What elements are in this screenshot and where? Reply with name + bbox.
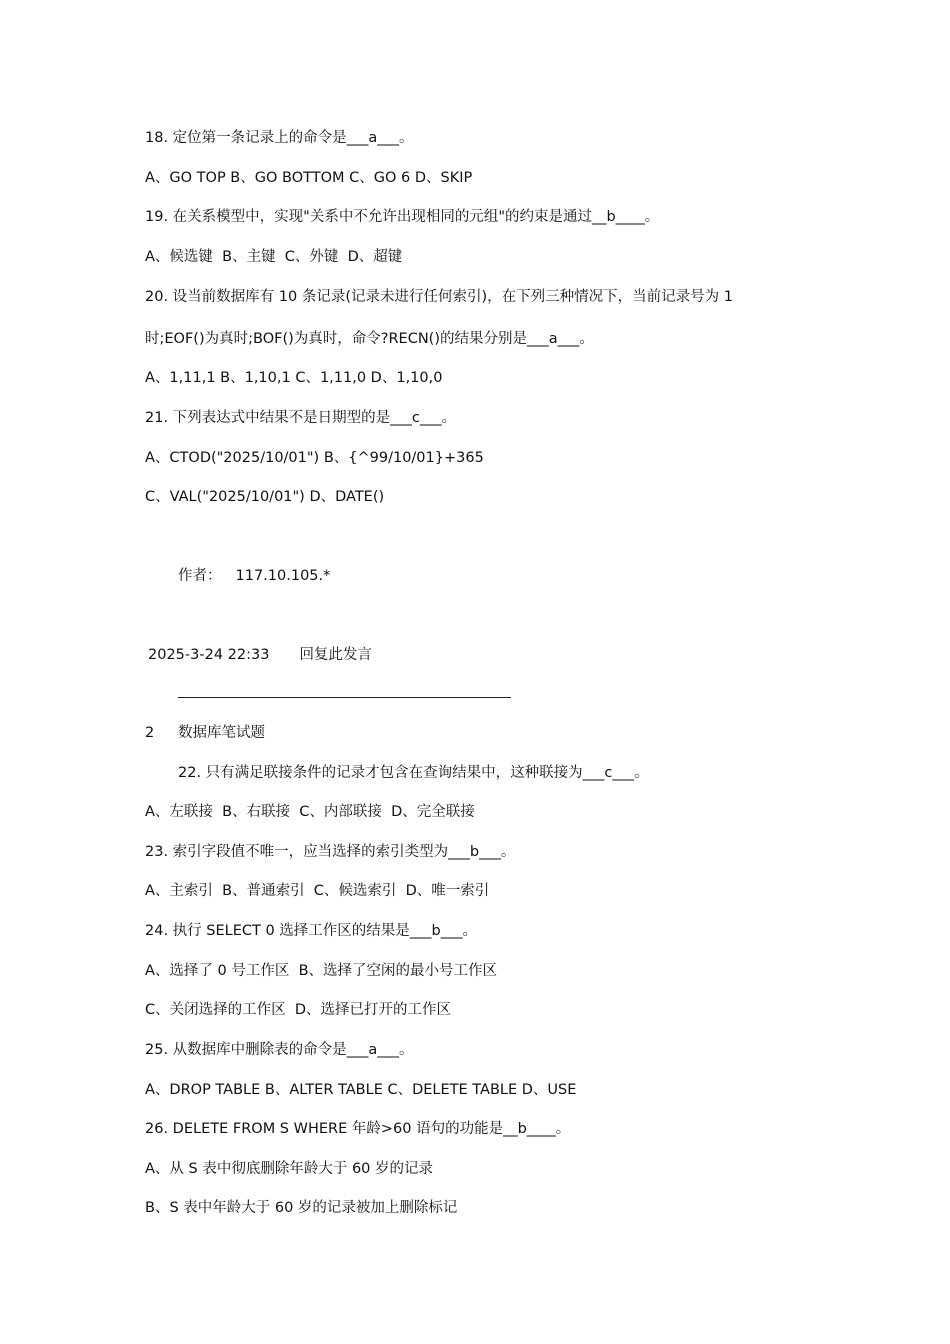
question-25: 25. 从数据库中删除表的命令是___a___。 [145, 1042, 414, 1058]
options-25: A、DROP TABLE B、ALTER TABLE C、DELETE TABLE D、USE [145, 1082, 577, 1098]
floor-number: 2 [145, 725, 155, 741]
options-18: A、GO TOP B、GO BOTTOM C、GO 6 D、SKIP [145, 170, 473, 186]
options-23: A、主索引 B、普通索引 C、候选索引 D、唯一索引 [145, 883, 490, 899]
question-18: 18. 定位第一条记录上的命令是___a___。 [145, 130, 414, 146]
options-24-ab: A、选择了 0 号工作区 B、选择了空闲的最小号工作区 [145, 963, 498, 979]
question-20-line-1: 20. 设当前数据库有 10 条记录(记录未进行任何索引)，在下列三种情况下，当前记录号为 1 [145, 289, 733, 305]
options-19: A、候选键 B、主键 C、外键 D、超键 [145, 249, 403, 265]
question-22: 22. 只有满足联接条件的记录才包含在查询结果中，这种联接为___c___。 [178, 765, 649, 781]
options-20: A、1,11,1 B、1,10,1 C、1,11,0 D、1,10,0 [145, 370, 443, 386]
post-timestamp: 2025-3-24 22:33 [148, 647, 270, 663]
author-value: 117.10.105.* [235, 568, 331, 584]
post-divider [178, 697, 511, 698]
author-label: 作者： [178, 568, 222, 584]
question-26: 26. DELETE FROM S WHERE 年龄>60 语句的功能是__b____。 [145, 1121, 571, 1137]
question-23: 23. 索引字段值不唯一，应当选择的索引类型为___b___。 [145, 844, 516, 860]
options-21-ab: A、CTOD("2025/10/01") B、{^99/10/01}+365 [145, 450, 484, 466]
options-21-cd: C、VAL("2025/10/01") D、DATE() [145, 489, 385, 505]
post-meta [148, 645, 372, 665]
question-19: 19. 在关系模型中，实现"关系中不允许出现相同的元组"的约束是通过__b____。 [145, 209, 660, 225]
question-21: 21. 下列表达式中结果不是日期型的是___c___。 [145, 410, 457, 426]
options-24-cd: C、关闭选择的工作区 D、选择已打开的工作区 [145, 1002, 452, 1018]
question-24: 24. 执行 SELECT 0 选择工作区的结果是___b___。 [145, 923, 478, 939]
reply-link[interactable]: 回复此发言 [299, 647, 372, 663]
post-title: 数据库笔试题 [178, 725, 265, 741]
post-author [178, 566, 330, 586]
options-22: A、左联接 B、右联接 C、内部联接 D、完全联接 [145, 804, 475, 820]
option-26-a: A、从 S 表中彻底删除年龄大于 60 岁的记录 [145, 1161, 434, 1177]
option-26-b: B、S 表中年龄大于 60 岁的记录被加上删除标记 [145, 1200, 458, 1216]
question-20-line-2: 时;EOF()为真时;BOF()为真时，命令?RECN()的结果分别是___a___。 [145, 331, 594, 347]
